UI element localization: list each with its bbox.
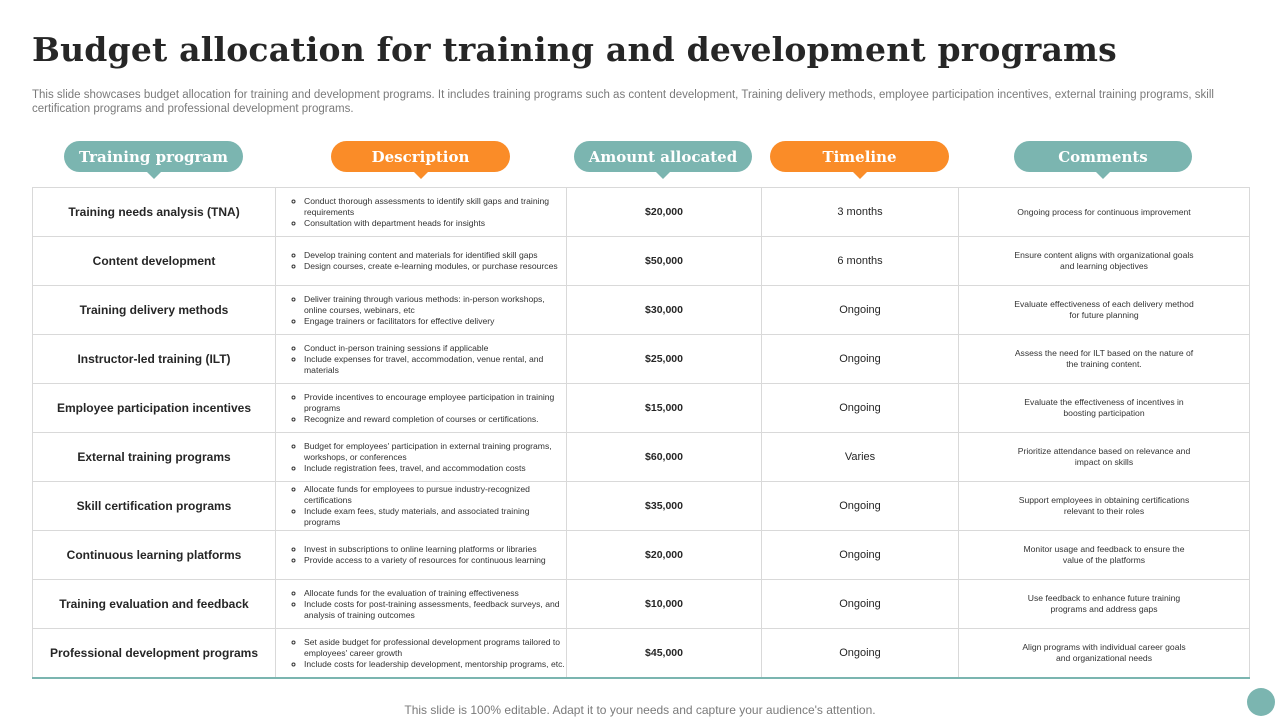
comment-text: Evaluate effectiveness of each delivery method for future planning [1014,299,1194,320]
program-cell: Training needs analysis (TNA) [33,188,276,237]
comment-cell [959,237,1250,286]
program-cell: Instructor-led training (ILT) [33,335,276,384]
description-bullet: ◦ Deliver training through various methods: in-person workshops, online courses, webinars, etc [304,294,566,316]
comment-cell [959,629,1250,679]
comment-text: Monitor usage and feedback to ensure the value of the platforms [1023,544,1185,565]
amount-cell: $20,000 [567,531,762,580]
corner-decoration [1247,688,1275,716]
description-bullet: ◦ Recognize and reward completion of courses or certifications. [304,414,566,425]
program-cell: External training programs [33,433,276,482]
table-row [33,286,1250,335]
timeline-cell: Varies [762,433,959,482]
program-cell: Professional development programs [33,629,276,679]
amount-cell: $35,000 [567,482,762,531]
program-cell: Training evaluation and feedback [33,580,276,629]
description-bullet: ◦ Develop training content and materials for identified skill gaps [304,250,566,261]
description-cell [276,188,567,237]
comment-cell [959,580,1250,629]
amount-cell: $25,000 [567,335,762,384]
slide-subtitle: This slide showcases budget allocation for training and development programs. It includes training programs such as content development, Training delivery methods, employee participation incentives, external training programs, skill certification programs and professional development programs. [32,89,1214,115]
table-row [33,335,1250,384]
comment-text: Assess the need for ILT based on the nature of the training content. [1014,348,1194,369]
budget-table [32,187,1250,679]
program-cell: Continuous learning platforms [33,531,276,580]
comment-text: Use feedback to enhance future training programs and address gaps [1027,593,1181,614]
description-bullet: ◦ Include exam fees, study materials, and associated training programs [304,506,566,528]
table-row [33,433,1250,482]
program-cell: Content development [33,237,276,286]
timeline-cell: Ongoing [762,384,959,433]
description-cell [276,286,567,335]
description-bullet: ◦ Include registration fees, travel, and accommodation costs [304,463,566,474]
description-cell [276,531,567,580]
table-row [33,580,1250,629]
table-row [33,237,1250,286]
description-cell [276,237,567,286]
comment-text: Prioritize attendance based on relevance and impact on skills [1017,446,1191,467]
program-cell: Skill certification programs [33,482,276,531]
comment-text: Ensure content aligns with organizational goals and learning objectives [1014,250,1194,271]
comment-cell [959,335,1250,384]
footer-note: This slide is 100% editable. Adapt it to your needs and capture your audience's attention. [404,703,876,717]
description-bullet: ◦ Conduct thorough assessments to identify skill gaps and training requirements [304,196,566,218]
description-bullet: ◦ Allocate funds for employees to pursue industry-recognized certifications [304,484,566,506]
description-bullet: ◦ Provide access to a variety of resources for continuous learning [304,555,566,566]
comment-cell [959,384,1250,433]
comment-cell [959,531,1250,580]
table-row [33,384,1250,433]
description-bullet: ◦ Invest in subscriptions to online learning platforms or libraries [304,544,566,555]
description-bullet: ◦ Include expenses for travel, accommodation, venue rental, and materials [304,354,566,376]
amount-cell: $15,000 [567,384,762,433]
comment-text: Align programs with individual career goals and organizational needs [1022,642,1186,663]
timeline-cell: Ongoing [762,335,959,384]
timeline-cell: Ongoing [762,580,959,629]
slide-title: Budget allocation for training and development programs [32,30,1117,69]
header-training-program: Training program [64,141,243,172]
timeline-cell: 6 months [762,237,959,286]
table-row [33,531,1250,580]
description-cell [276,384,567,433]
timeline-cell: Ongoing [762,531,959,580]
amount-cell: $45,000 [567,629,762,679]
description-cell [276,433,567,482]
amount-cell: $30,000 [567,286,762,335]
timeline-cell: Ongoing [762,629,959,679]
description-bullet: ◦ Consultation with department heads for insights [304,218,566,229]
comment-text: Evaluate the effectiveness of incentives in boosting participation [1024,397,1184,418]
description-bullet: ◦ Include costs for leadership development, mentorship programs, etc. [304,659,566,670]
description-cell [276,629,567,679]
description-bullet: ◦ Set aside budget for professional development programs tailored to employees' career growth [304,637,566,659]
comment-cell [959,188,1250,237]
comment-text: Ongoing process for continuous improvement [1017,206,1191,217]
table-row [33,629,1250,679]
description-cell [276,335,567,384]
program-cell: Training delivery methods [33,286,276,335]
column-headers [32,141,1249,181]
timeline-cell: 3 months [762,188,959,237]
amount-cell: $60,000 [567,433,762,482]
comment-cell [959,286,1250,335]
comment-cell [959,433,1250,482]
amount-cell: $10,000 [567,580,762,629]
table-row [33,482,1250,531]
header-comments: Comments [1014,141,1192,172]
description-bullet: ◦ Include costs for post-training assessments, feedback surveys, and analysis of training outcomes [304,599,566,621]
amount-cell: $20,000 [567,188,762,237]
description-bullet: ◦ Budget for employees' participation in external training programs, workshops, or conferences [304,441,566,463]
timeline-cell: Ongoing [762,286,959,335]
description-bullet: ◦ Conduct in-person training sessions if applicable [304,343,566,354]
comment-cell [959,482,1250,531]
description-bullet: ◦ Engage trainers or facilitators for effective delivery [304,316,566,327]
timeline-cell: Ongoing [762,482,959,531]
header-amount-allocated: Amount allocated [574,141,752,172]
table-row [33,188,1250,237]
header-description: Description [331,141,510,172]
description-bullet: ◦ Design courses, create e-learning modules, or purchase resources [304,261,566,272]
description-cell [276,580,567,629]
amount-cell: $50,000 [567,237,762,286]
description-cell [276,482,567,531]
description-bullet: ◦ Provide incentives to encourage employee participation in training programs [304,392,566,414]
program-cell: Employee participation incentives [33,384,276,433]
header-timeline: Timeline [770,141,949,172]
description-bullet: ◦ Allocate funds for the evaluation of training effectiveness [304,588,566,599]
comment-text: Support employees in obtaining certifications relevant to their roles [1018,495,1190,516]
